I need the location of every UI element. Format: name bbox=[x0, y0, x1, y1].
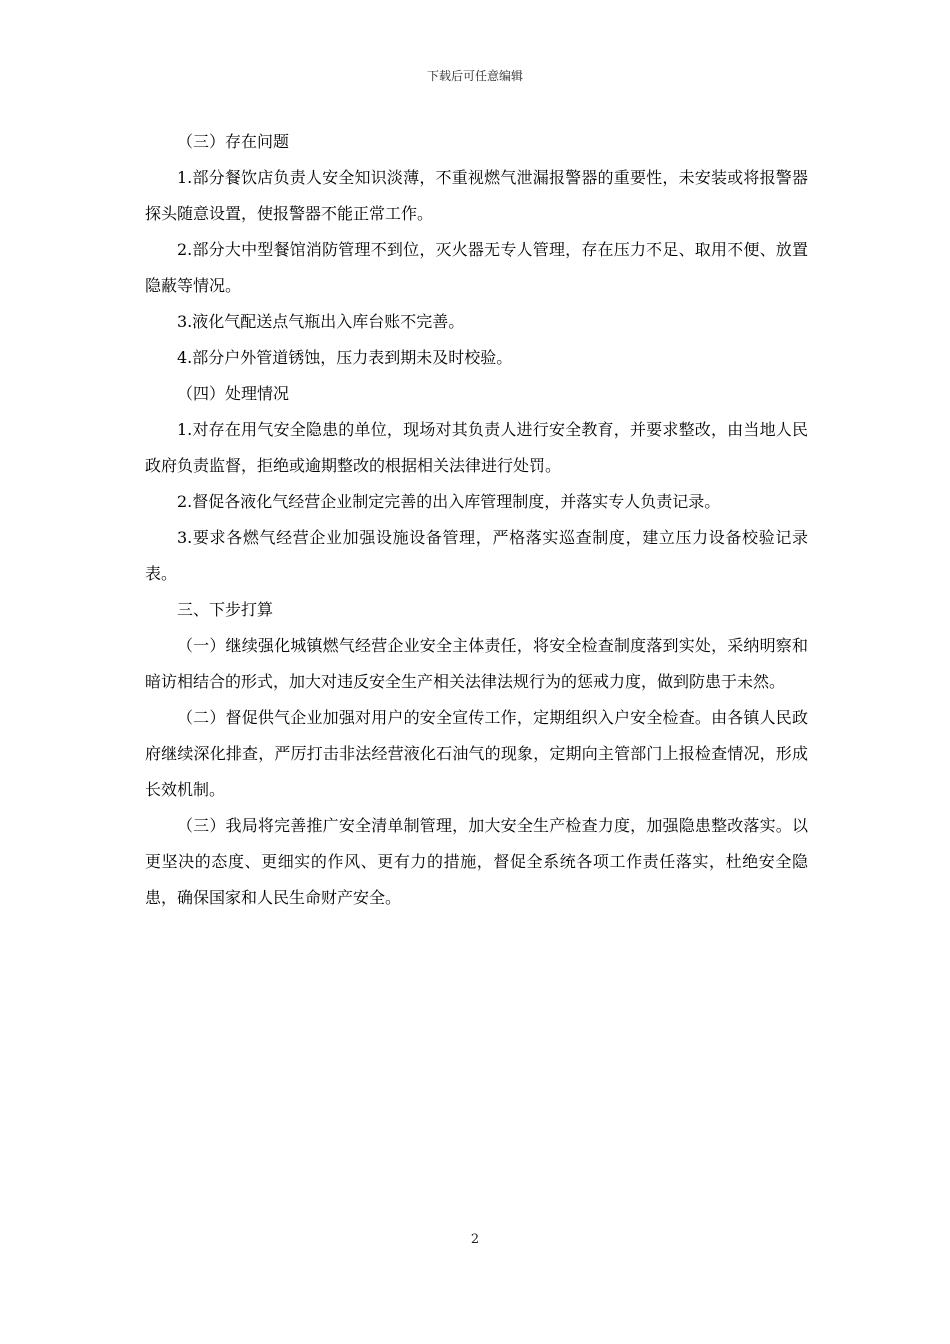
subheading-handling: （四）处理情况 bbox=[177, 384, 290, 403]
paragraph: 3.要求各燃气经营企业加强设施设备管理，严格落实巡查制度，建立压力设备校验记录表。 bbox=[145, 528, 808, 583]
paragraph: 4.部分户外管道锈蚀，压力表到期未及时校验。 bbox=[177, 348, 513, 367]
page-number: 2 bbox=[470, 1232, 480, 1247]
section-heading-next-steps: 三、下步打算 bbox=[177, 600, 274, 619]
subheading-problems: （三）存在问题 bbox=[177, 132, 290, 151]
paragraph: 1.部分餐饮店负责人安全知识淡薄，不重视燃气泄漏报警器的重要性，未安装或将报警器探头随意设置，使报警器不能正常工作。 bbox=[145, 168, 808, 223]
paragraph: 1.对存在用气安全隐患的单位，现场对其负责人进行安全教育，并要求整改，由当地人民政府负责监督，拒绝或逾期整改的根据相关法律进行处罚。 bbox=[145, 420, 808, 475]
paragraph: （一）继续强化城镇燃气经营企业安全主体责任，将安全检查制度落到实处，采纳明察和暗访相结合的形式，加大对违反安全生产相关法律法规行为的惩戒力度，做到防患于未然。 bbox=[145, 636, 808, 691]
paragraph: 2.督促各液化气经营企业制定完善的出入库管理制度，并落实专人负责记录。 bbox=[177, 492, 721, 511]
paragraph: 3.液化气配送点气瓶出入库台账不完善。 bbox=[177, 312, 465, 331]
page-header: 下载后可任意编辑 bbox=[426, 69, 523, 83]
paragraph: 2.部分大中型餐馆消防管理不到位，灭火器无专人管理，存在压力不足、取用不便、放置隐蔽等情况。 bbox=[145, 240, 808, 295]
paragraph: （三）我局将完善推广安全清单制管理，加大安全生产检查力度，加强隐患整改落实。以更坚决的态度、更细实的作风、更有力的措施，督促全系统各项工作责任落实，杜绝安全隐患，确保国家和人民生命财产安全。 bbox=[145, 816, 808, 907]
document-body bbox=[145, 124, 808, 916]
paragraph: （二）督促供气企业加强对用户的安全宣传工作，定期组织入户安全检查。由各镇人民政府继续深化排查，严厉打击非法经营液化石油气的现象，定期向主管部门上报检查情况，形成长效机制。 bbox=[145, 708, 808, 799]
